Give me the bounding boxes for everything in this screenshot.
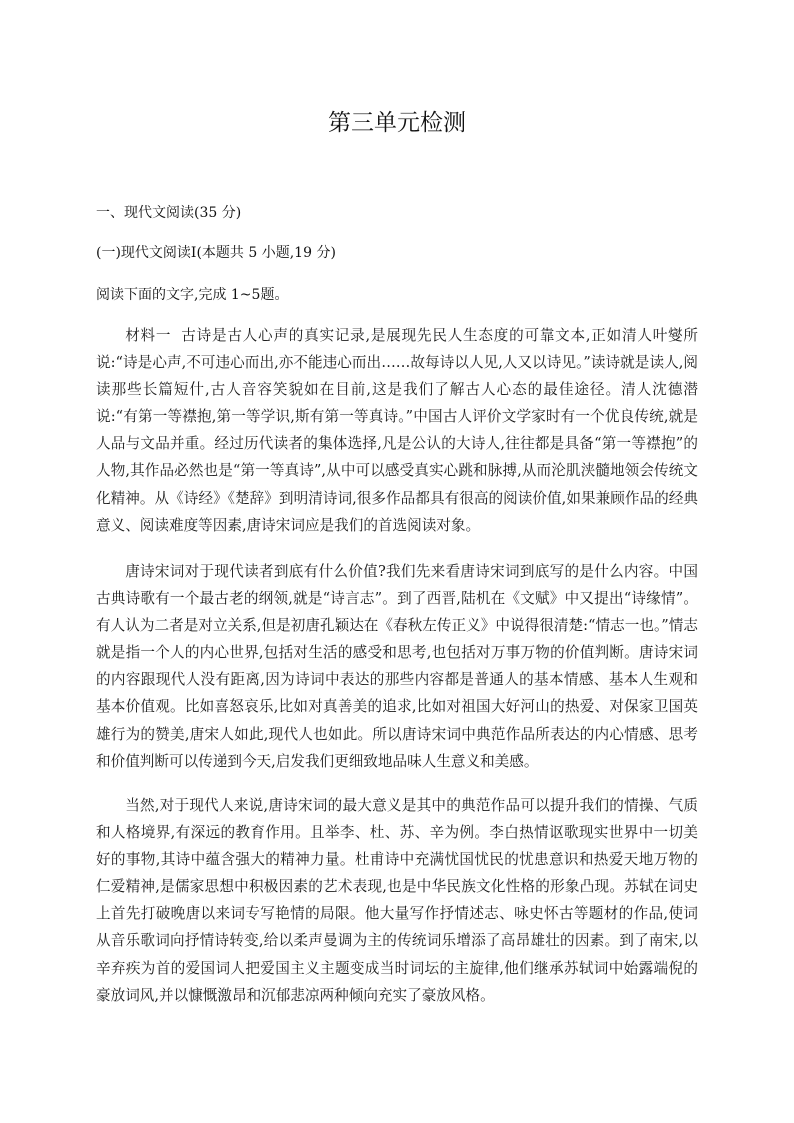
section-heading: 一、现代文阅读(35 分): [96, 205, 242, 221]
paragraph-1-text: 古诗是古人心声的真实记录,是展现先民人生态度的可靠文本,正如清人叶燮所说:“诗是心声,不可违心而出,亦不能违心而出……故每诗以人见,人又以诗见。”读诗就是读人,阅读那些长篇短什,古人音容笑貌如在目前,这是我们了解古人心态的最佳途径。清人沈德潜说:“有第一等襟抱,第一等学识,斯有第一等真诗。”中国古人评价文学家时有一个优良传统,就是人品与文品并重。经过历代读者的集体选择,凡是公认的大诗人,往往都是具备“第一等襟抱”的人物,其作品必然也是“第一等真诗”,从中可以感受真实心跳和脉搏,从而沦肌浃髓地领会传统文化精神。从《诗经》《楚辞》到明清诗词,很多作品都具有很高的阅读价值,如果兼顾作品的经典意义、阅读难度等因素,唐诗宋词应是我们的首选阅读对象。: [96, 327, 698, 534]
material-paragraph-2: 唐诗宋词对于现代读者到底有什么价值?我们先来看唐诗宋词到底写的是什么内容。中国古典诗歌有一个最古老的纲领,就是“诗言志”。到了西晋,陆机在《文赋》中又提出“诗缘情”。有人认为二者是对立关系,但是初唐孔颖达在《春秋左传正义》中说得很清楚:“情志一也。”情志就是指一个人的内心世界,包括对生活的感受和思考,也包括对万事万物的价值判断。唐诗宋词的内容跟现代人没有距离,因为诗词中表达的那些内容都是普通人的基本情感、基本人生观和基本价值观。比如喜怒哀乐,比如对真善美的追求,比如对祖国大好河山的热爱、对保家卫国英雄行为的赞美,唐宋人如此,现代人也如此。所以唐诗宋词中典范作品所表达的内心情感、思考和价值判断可以传递到今天,启发我们更细致地品味人生意义和美感。: [96, 563, 698, 770]
reading-instruction: 阅读下面的文字,完成 1~5题。: [96, 287, 289, 303]
material-label: 材料一: [125, 327, 172, 344]
material-paragraph-3: 当然,对于现代人来说,唐诗宋词的最大意义是其中的典范作品可以提升我们的情操、气质和人格境界,有深远的教育作用。且举李、杜、苏、辛为例。李白热情讴歌现实世界中一切美好的事物,其诗中蕴含强大的精神力量。杜甫诗中充满忧国忧民的忧患意识和热爱天地万物的仁爱精神,是儒家思想中积极因素的艺术表现,也是中华民族文化性格的形象凸现。苏轼在词史上首先打破晚唐以来词专写艳情的局限。他大量写作抒情述志、咏史怀古等题材的作品,使词从音乐歌词向抒情诗转变,给以柔声曼调为主的传统词乐增添了高昂雄壮的因素。到了南宋,以辛弃疾为首的爱国词人把爱国主义主题变成当时词坛的主旋律,他们继承苏轼词中始露端倪的豪放词风,并以慷慨激昂和沉郁悲凉两种倾向充实了豪放风格。: [96, 797, 698, 1004]
material-paragraph-1: [96, 322, 698, 539]
page-title: 第三单元检测: [328, 110, 466, 136]
subsection-heading: (一)现代文阅读Ⅰ(本题共 5 小题,19 分): [96, 245, 336, 261]
